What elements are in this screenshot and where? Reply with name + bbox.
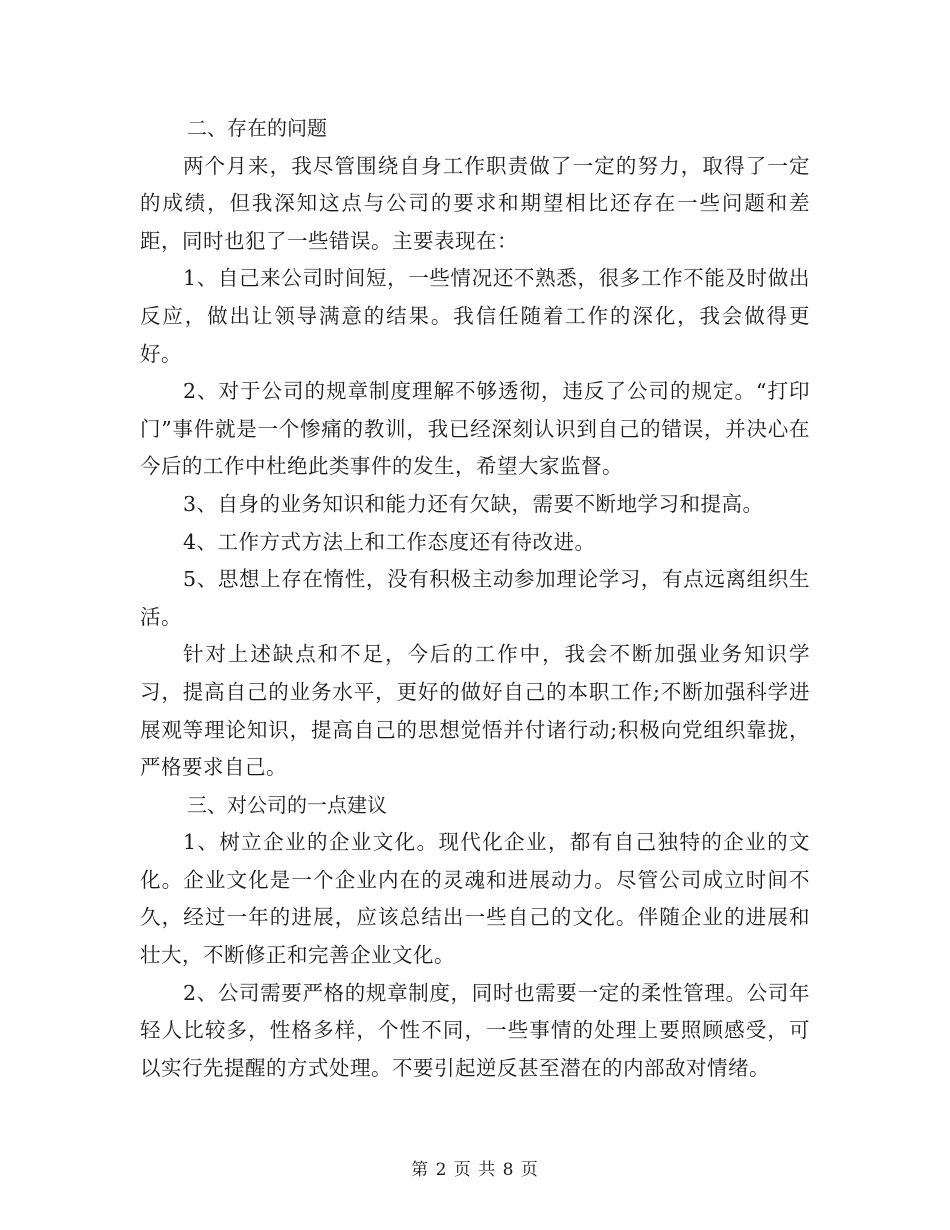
paragraph: 针对上述缺点和不足，今后的工作中，我会不断加强业务知识学习，提高自己的业务水平，更好的做好自己的本职工作;不断加强科学进展观等理论知识，提高自己的思想觉悟并付诸行动;积极向党组织靠拢，严格要求自己。	[140, 642, 810, 780]
section-heading-problems: 二、存在的问题	[187, 116, 327, 140]
paragraph: 2、对于公司的规章制度理解不够透彻，违反了公司的规定。“打印门”事件就是一个惨痛的教训，我已经深刻认识到自己的错误，并决心在今后的工作中杜绝此类事件的发生，希望大家监督。	[140, 379, 810, 479]
paragraph: 4、工作方式方法上和工作态度还有待改进。	[183, 529, 596, 554]
paragraph: 3、自身的业务知识和能力还有欠缺，需要不断地学习和提高。	[183, 491, 764, 516]
paragraph: 两个月来，我尽管围绕自身工作职责做了一定的努力，取得了一定的成绩，但我深知这点与公司的要求和期望相比还存在一些问题和差距，同时也犯了一些错误。主要表现在：	[140, 153, 810, 253]
paragraph: 1、树立企业的企业文化。现代化企业，都有自己独特的企业的文化。企业文化是一个企业内在的灵魂和进展动力。尽管公司成立时间不久，经过一年的进展，应该总结出一些自己的文化。伴随企业的进展和壮大，不断修正和完善企业文化。	[140, 830, 810, 968]
paragraph: 5、思想上存在惰性，没有积极主动参加理论学习，有点远离组织生活。	[140, 567, 810, 629]
paragraph: 2、公司需要严格的规章制度，同时也需要一定的柔性管理。公司年轻人比较多，性格多样，个性不同，一些事情的处理上要照顾感受，可以实行先提醒的方式处理。不要引起逆反甚至潜在的内部敌对情绪。	[140, 980, 810, 1080]
document-page	[140, 110, 810, 1087]
paragraph: 1、自己来公司时间短，一些情况还不熟悉，很多工作不能及时做出反应，做出让领导满意的结果。我信任随着工作的深化，我会做得更好。	[140, 266, 810, 366]
section-heading-suggestions: 三、对公司的一点建议	[187, 792, 387, 817]
page-number-footer: 第 2 页 共 8 页	[411, 1160, 539, 1180]
